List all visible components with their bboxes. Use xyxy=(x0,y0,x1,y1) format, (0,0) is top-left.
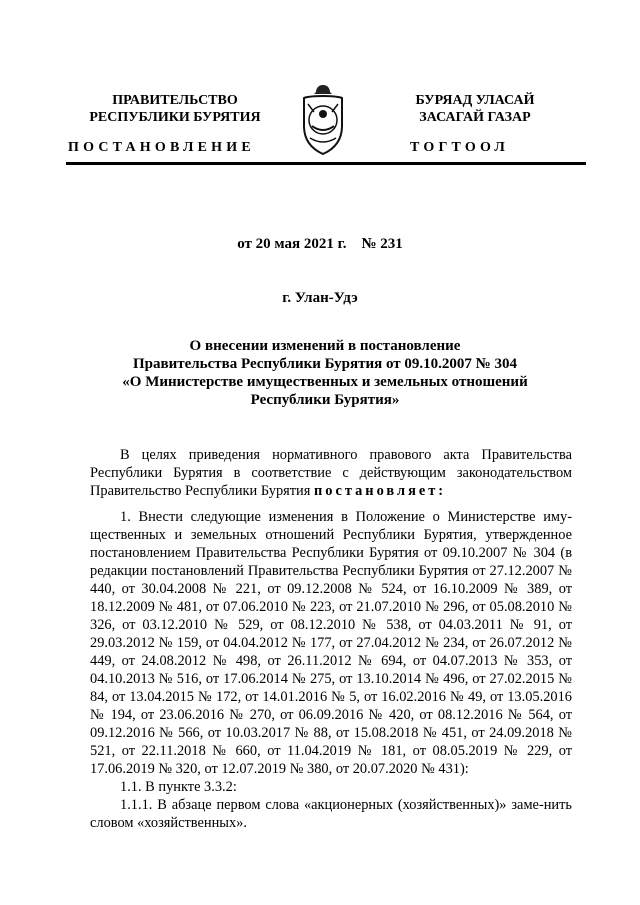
decree-date-line xyxy=(0,236,640,253)
decree-label-bua: ТОГТООЛ xyxy=(410,140,510,155)
intro-emphasis: постановляет: xyxy=(313,483,447,499)
item-1-1-1: 1.1.1. В абзаце первом слова «акционерных (хозяйственных)» заме-нить словом «хозяйственных». xyxy=(90,797,572,831)
item-1-paragraph: 1. Внести следующие изменения в Положение о Министерстве иму-щественных и земельных отношений Республики Бурятия, утвержденное постановлением Правительства Республики Бурятия от 09.10.2007 № 304 (в редакции постановлений Правительства Республики Бурятия от 27.12.2007 № 440, от 30.04.2008 № 221, от 09.12.2008 № 524, от 16.10.2009 № 389, от 18.12.2009 № 481, от 07.06.2010 № 223, от 21.07.2010 № 296, от 05.08.2010 № 326, от 03.12.2010 № 529, от 08.12.2010 № 538, от 04.03.2011 № 91, от 29.03.2012 № 159, от 04.04.2012 № 177, от 27.04.2012 № 234, от 26.07.2012 № 449, от 24.08.2012 № 498, от 26.11.2012 № 694, от 04.07.2013 № 353, от 04.10.2013 № 516, от 17.06.2014 № 275, от 13.10.2014 № 496, от 27.02.2015 № 84, от 13.04.2015 № 172, от 14.01.2016 № 5, от 16.02.2016 № 49, от 13.05.2016 № 194, от 23.06.2016 № 270, от 06.09.2016 № 420, от 08.12.2016 № 564, от 09.12.2016 № 566, от 10.03.2017 № 88, от 15.08.2018 № 451, от 24.09.2018 № 521, от 22.11.2018 № 660, от 11.04.2019 № 181, от 08.05.2019 № 229, от 17.06.2019 № 320, от 12.07.2019 № 380, от 20.07.2020 № 431): xyxy=(90,509,572,777)
header-left-line2: РЕСПУБЛИКИ БУРЯТИЯ xyxy=(89,110,261,125)
header-right xyxy=(370,92,580,126)
title-line2: Правительства Республики Бурятия от 09.10.2007 № 304 xyxy=(132,356,517,372)
title-line4: Республики Бурятия» xyxy=(250,392,400,408)
intro-paragraph xyxy=(90,446,572,500)
decree-label-ru: ПОСТАНОВЛЕНИЕ xyxy=(68,140,255,155)
item-1-1: 1.1. В пункте 3.3.2: xyxy=(120,779,237,795)
header-left-line1: ПРАВИТЕЛЬСТВО xyxy=(112,93,238,108)
coat-of-arms-icon xyxy=(298,82,348,158)
decree-date: от 20 мая 2021 г. xyxy=(237,236,347,252)
title-line3: «О Министерстве имущественных и земельных отношений xyxy=(122,374,528,390)
header-right-line2: ЗАСАГАЙ ГАЗАР xyxy=(419,110,531,125)
header-divider xyxy=(66,162,586,165)
intro-text: В целях приведения нормативного правового акта Правительства Республики Бурятия в соответствие с действующим законодательством Правительство Республики Бурятия xyxy=(90,447,572,499)
header-right-line1: БУРЯАД УЛАСАЙ xyxy=(415,93,535,108)
decree-number: № 231 xyxy=(361,236,403,252)
header-left xyxy=(70,92,280,126)
city: г. Улан-Удэ xyxy=(282,290,358,306)
document-title xyxy=(60,337,590,409)
title-line1: О внесении изменений в постановление xyxy=(189,338,461,354)
